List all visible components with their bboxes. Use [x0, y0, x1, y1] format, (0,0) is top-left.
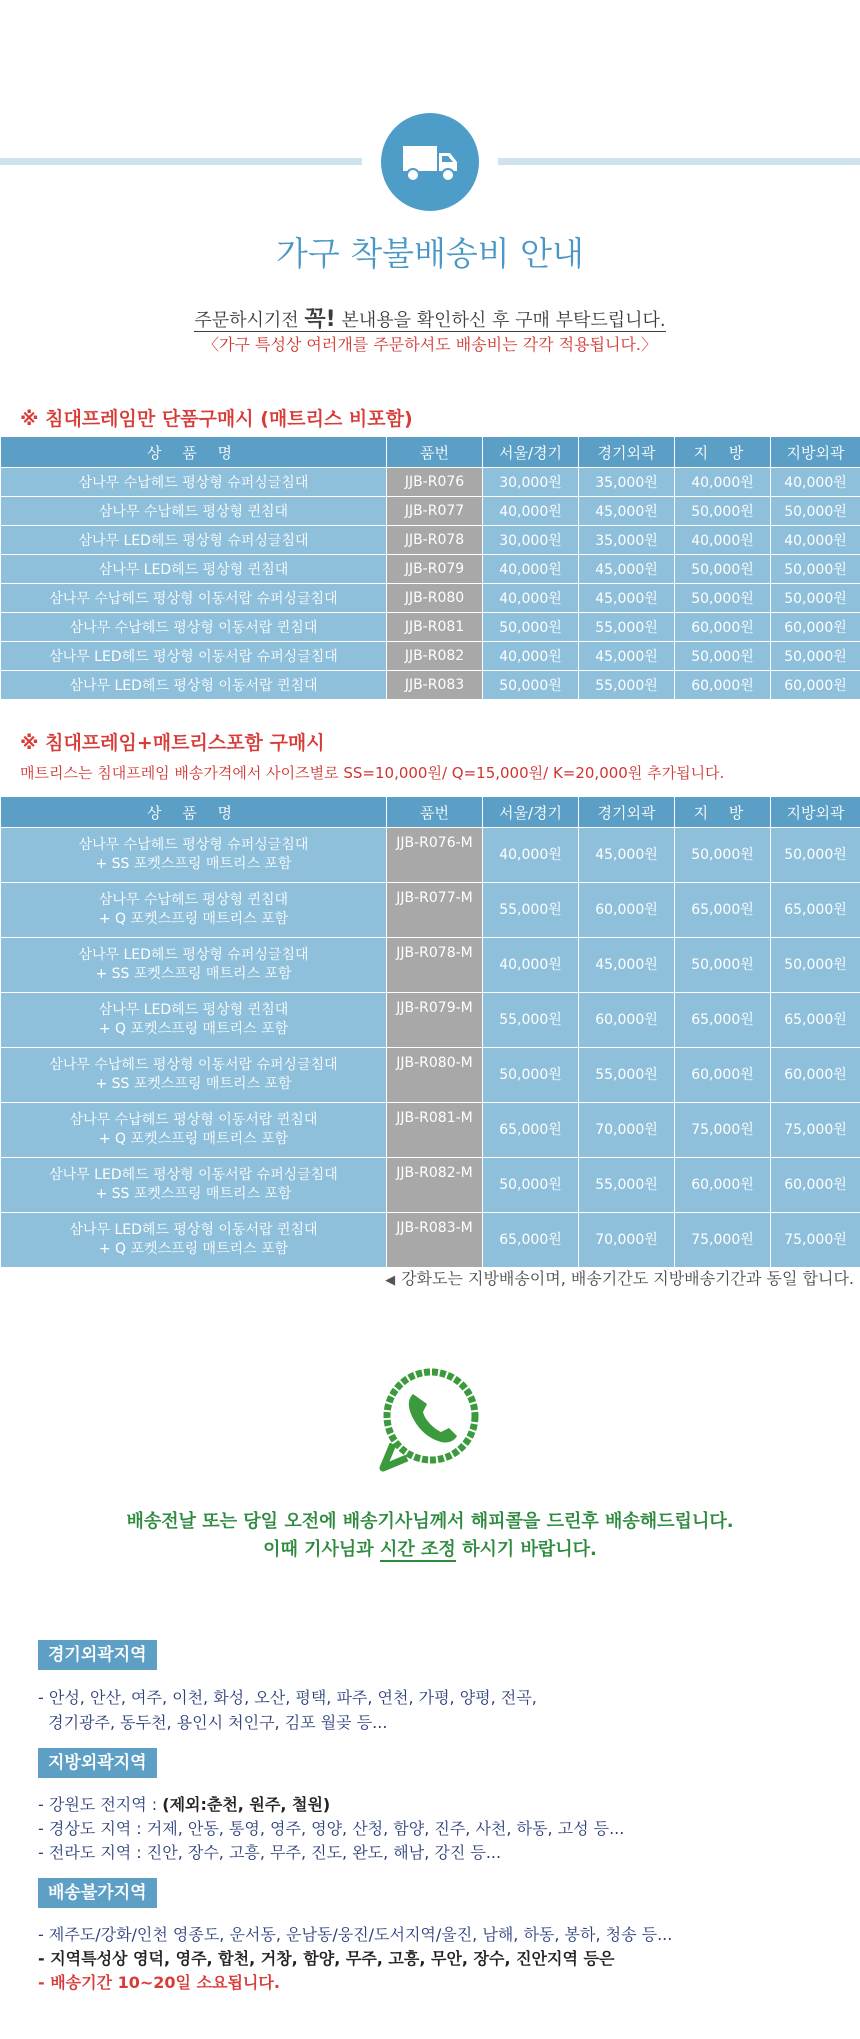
table-row: [1, 1103, 860, 1158]
table-row: [1, 1158, 860, 1213]
price-local-cell: 50,000원: [675, 584, 771, 613]
region-nodelivery-line-1: - 제주도/강화/인천 영종도, 운서동, 운남동/웅진/도서지역/울진, 남해, 하동, 봉하, 청송 등...: [38, 1925, 673, 1944]
col-local-outer: 지방외곽: [771, 437, 860, 468]
table-header-row: [1, 797, 860, 828]
price-seoul-cell: 50,000원: [483, 613, 579, 642]
product-name-cell: [1, 1048, 387, 1103]
table-row: [1, 584, 860, 613]
product-name-line-1: 삼나무 수납헤드 평상형 이동서랍 퀸침대: [69, 1112, 318, 1128]
product-name-line-1: 삼나무 수납헤드 평상형 퀸침대: [98, 892, 289, 908]
col-local: 지 방: [675, 437, 771, 468]
region-gyeonggi-line-2: 경기광주, 동두천, 용인시 처인구, 김포 월곶 등...: [38, 1713, 388, 1732]
intro-line-2: 〈가구 특성상 여러개를 주문하셔도 배송비는 각각 적용됩니다.〉: [202, 335, 657, 354]
section1-title: ※ 침대프레임만 단품구매시 (매트리스 비포함): [20, 408, 413, 430]
table-row: [1, 993, 860, 1048]
happycall-line-1: 배송전날 또는 당일 오전에 배송기사님께서 해피콜을 드린후 배송해드립니다.: [126, 1511, 734, 1532]
price-seoul-cell: 55,000원: [483, 883, 579, 938]
product-name-cell: 삼나무 수납헤드 평상형 퀸침대: [1, 497, 387, 526]
product-code-cell: JJB-R080-M: [387, 1048, 483, 1103]
product-name-line-2: + Q 포켓스프링 매트리스 포함: [98, 911, 289, 927]
price-seoul-cell: 40,000원: [483, 828, 579, 883]
price-local-cell: 75,000원: [675, 1103, 771, 1158]
table-row: [1, 555, 860, 584]
price-local-outer-cell: 50,000원: [771, 555, 860, 584]
price-local-outer-cell: 60,000원: [771, 671, 860, 700]
product-code-cell: JJB-R083-M: [387, 1213, 483, 1268]
product-name-cell: [1, 1158, 387, 1213]
table-row: [1, 1048, 860, 1103]
region-gyeonggi-line-1: - 안성, 안산, 여주, 이천, 화성, 오산, 평택, 파주, 연천, 가평, 양평, 전곡,: [38, 1688, 537, 1707]
price-seoul-cell: 65,000원: [483, 1103, 579, 1158]
table-row: [1, 1213, 860, 1268]
price-local-outer-cell: 50,000원: [771, 642, 860, 671]
left-triangle-icon: ◀: [385, 1273, 396, 1288]
product-name-cell: 삼나무 LED헤드 평상형 퀸침대: [1, 555, 387, 584]
product-name-cell: 삼나무 수납헤드 평상형 슈퍼싱글침대: [1, 468, 387, 497]
product-code-cell: JJB-R079: [387, 555, 483, 584]
col-seoul: 서울/경기: [483, 437, 579, 468]
product-name-cell: 삼나무 LED헤드 평상형 이동서랍 퀸침대: [1, 671, 387, 700]
product-code-cell: JJB-R082: [387, 642, 483, 671]
region-nodelivery-line-2: - 지역특성상 영덕, 영주, 합천, 거창, 함양, 무주, 고흥, 무안, 장수, 진안지역 등은: [38, 1949, 615, 1968]
product-code-cell: JJB-R077: [387, 497, 483, 526]
table-row: [1, 642, 860, 671]
section2-title: ※ 침대프레임+매트리스포함 구매시: [20, 732, 325, 754]
price-local-outer-cell: 75,000원: [771, 1213, 860, 1268]
product-code-cell: JJB-R076-M: [387, 828, 483, 883]
frame-mattress-price-table: [0, 796, 860, 1268]
price-local-outer-cell: 60,000원: [771, 1048, 860, 1103]
price-local-outer-cell: 50,000원: [771, 584, 860, 613]
price-seoul-cell: 40,000원: [483, 938, 579, 993]
price-seoul-cell: 50,000원: [483, 671, 579, 700]
product-code-cell: JJB-R083: [387, 671, 483, 700]
col-product: 상 품 명: [1, 797, 387, 828]
table-row: [1, 613, 860, 642]
header-rule-right: [498, 158, 860, 165]
product-code-cell: JJB-R081-M: [387, 1103, 483, 1158]
product-name-cell: [1, 938, 387, 993]
price-outer-cell: 70,000원: [579, 1213, 675, 1268]
price-local-cell: 65,000원: [675, 883, 771, 938]
col-code: 품번: [387, 797, 483, 828]
happycall-line-2: 이때 기사님과 시간 조정 하시기 바랍니다.: [263, 1539, 597, 1560]
price-seoul-cell: 65,000원: [483, 1213, 579, 1268]
price-local-cell: 50,000원: [675, 642, 771, 671]
region-nodelivery-line-3: - 배송기간 10~20일 소요됩니다.: [38, 1973, 280, 1992]
price-local-outer-cell: 60,000원: [771, 1158, 860, 1213]
product-code-cell: JJB-R079-M: [387, 993, 483, 1048]
page-title: 가구 착불배송비 안내: [276, 234, 584, 273]
price-seoul-cell: 40,000원: [483, 555, 579, 584]
price-outer-cell: 60,000원: [579, 993, 675, 1048]
product-code-cell: JJB-R078: [387, 526, 483, 555]
price-local-cell: 50,000원: [675, 555, 771, 584]
price-seoul-cell: 30,000원: [483, 526, 579, 555]
price-outer-cell: 45,000원: [579, 828, 675, 883]
price-seoul-cell: 50,000원: [483, 1158, 579, 1213]
price-local-outer-cell: 50,000원: [771, 828, 860, 883]
table-row: [1, 883, 860, 938]
price-outer-cell: 60,000원: [579, 883, 675, 938]
product-name-cell: [1, 1103, 387, 1158]
price-local-cell: 60,000원: [675, 613, 771, 642]
price-local-outer-cell: 50,000원: [771, 938, 860, 993]
truck-icon: [381, 113, 479, 211]
price-local-cell: 50,000원: [675, 828, 771, 883]
price-local-cell: 50,000원: [675, 497, 771, 526]
table-row: [1, 938, 860, 993]
product-name-line-1: 삼나무 LED헤드 평상형 슈퍼싱글침대: [78, 947, 309, 963]
section2-note: 매트리스는 침대프레임 배송가격에서 사이즈별로 SS=10,000원/ Q=15,000원/ K=20,000원 추가됩니다.: [20, 764, 725, 782]
col-product: 상 품 명: [1, 437, 387, 468]
product-name-cell: 삼나무 수납헤드 평상형 이동서랍 퀸침대: [1, 613, 387, 642]
product-name-line-2: + SS 포켓스프링 매트리스 포함: [95, 856, 292, 872]
product-code-cell: JJB-R078-M: [387, 938, 483, 993]
table-row: [1, 497, 860, 526]
header-rule-left: [0, 158, 362, 165]
price-seoul-cell: 40,000원: [483, 497, 579, 526]
price-seoul-cell: 50,000원: [483, 1048, 579, 1103]
price-local-outer-cell: 65,000원: [771, 883, 860, 938]
region-local-line-2: - 경상도 지역 : 거제, 안동, 통영, 영주, 영양, 산청, 함양, 진주, 사천, 하동, 고성 등...: [38, 1819, 625, 1838]
whatsapp-phone-icon: [371, 1360, 489, 1478]
region-local-line-1: - 강원도 전지역 : (제외:춘천, 원주, 철원): [38, 1795, 331, 1814]
price-outer-cell: 45,000원: [579, 584, 675, 613]
product-name-line-1: 삼나무 수납헤드 평상형 이동서랍 슈퍼싱글침대: [49, 1057, 338, 1073]
price-local-outer-cell: 60,000원: [771, 613, 860, 642]
table-row: [1, 671, 860, 700]
price-local-cell: 60,000원: [675, 1158, 771, 1213]
table-header-row: [1, 437, 860, 468]
price-seoul-cell: 55,000원: [483, 993, 579, 1048]
product-name-line-1: 삼나무 LED헤드 평상형 이동서랍 퀸침대: [69, 1222, 318, 1238]
intro-line-1: 주문하시기전 꼭! 본내용을 확인하신 후 구매 부탁드립니다.: [194, 307, 666, 332]
product-name-line-2: + SS 포켓스프링 매트리스 포함: [95, 1076, 292, 1092]
col-code: 품번: [387, 437, 483, 468]
gangwha-note: ◀ 강화도는 지방배송이며, 배송기간도 지방배송기간과 동일 합니다.: [385, 1269, 854, 1288]
product-name-cell: 삼나무 LED헤드 평상형 슈퍼싱글침대: [1, 526, 387, 555]
price-outer-cell: 70,000원: [579, 1103, 675, 1158]
price-outer-cell: 45,000원: [579, 642, 675, 671]
table-row: [1, 828, 860, 883]
region-badge-gyeonggi-outer: 경기외곽지역: [38, 1640, 157, 1670]
product-name-cell: [1, 993, 387, 1048]
price-local-cell: 65,000원: [675, 993, 771, 1048]
frame-only-price-table: [0, 436, 860, 700]
price-local-cell: 40,000원: [675, 526, 771, 555]
product-name-cell: 삼나무 LED헤드 평상형 이동서랍 슈퍼싱글침대: [1, 642, 387, 671]
price-seoul-cell: 40,000원: [483, 584, 579, 613]
product-code-cell: JJB-R081: [387, 613, 483, 642]
product-name-line-2: + SS 포켓스프링 매트리스 포함: [95, 966, 292, 982]
price-outer-cell: 35,000원: [579, 526, 675, 555]
product-code-cell: JJB-R080: [387, 584, 483, 613]
price-seoul-cell: 30,000원: [483, 468, 579, 497]
price-outer-cell: 55,000원: [579, 1158, 675, 1213]
region-badge-no-delivery: 배송불가지역: [38, 1878, 157, 1908]
product-name-line-2: + Q 포켓스프링 매트리스 포함: [98, 1241, 289, 1257]
product-name-line-2: + SS 포켓스프링 매트리스 포함: [95, 1186, 292, 1202]
product-name-line-1: 삼나무 LED헤드 평상형 이동서랍 슈퍼싱글침대: [49, 1167, 338, 1183]
price-outer-cell: 55,000원: [579, 1048, 675, 1103]
col-seoul: 서울/경기: [483, 797, 579, 828]
region-badge-local-outer: 지방외곽지역: [38, 1748, 157, 1778]
price-local-outer-cell: 50,000원: [771, 497, 860, 526]
price-local-outer-cell: 40,000원: [771, 526, 860, 555]
product-name-cell: [1, 883, 387, 938]
price-outer-cell: 55,000원: [579, 671, 675, 700]
product-name-cell: 삼나무 수납헤드 평상형 이동서랍 슈퍼싱글침대: [1, 584, 387, 613]
product-name-cell: [1, 1213, 387, 1268]
price-local-cell: 40,000원: [675, 468, 771, 497]
product-name-cell: [1, 828, 387, 883]
product-code-cell: JJB-R077-M: [387, 883, 483, 938]
price-outer-cell: 45,000원: [579, 555, 675, 584]
col-local-outer: 지방외곽: [771, 797, 860, 828]
price-outer-cell: 55,000원: [579, 613, 675, 642]
table-row: [1, 526, 860, 555]
price-local-cell: 50,000원: [675, 938, 771, 993]
product-name-line-1: 삼나무 수납헤드 평상형 슈퍼싱글침대: [78, 837, 309, 853]
product-name-line-2: + Q 포켓스프링 매트리스 포함: [98, 1131, 289, 1147]
col-local: 지 방: [675, 797, 771, 828]
product-code-cell: JJB-R082-M: [387, 1158, 483, 1213]
table-row: [1, 468, 860, 497]
price-local-cell: 75,000원: [675, 1213, 771, 1268]
price-local-outer-cell: 40,000원: [771, 468, 860, 497]
price-outer-cell: 45,000원: [579, 497, 675, 526]
price-seoul-cell: 40,000원: [483, 642, 579, 671]
price-local-cell: 60,000원: [675, 671, 771, 700]
price-local-cell: 60,000원: [675, 1048, 771, 1103]
product-code-cell: JJB-R076: [387, 468, 483, 497]
price-local-outer-cell: 75,000원: [771, 1103, 860, 1158]
price-outer-cell: 35,000원: [579, 468, 675, 497]
price-local-outer-cell: 65,000원: [771, 993, 860, 1048]
region-local-line-3: - 전라도 지역 : 진안, 장수, 고흥, 무주, 진도, 완도, 해남, 강진 등...: [38, 1843, 502, 1862]
product-name-line-1: 삼나무 LED헤드 평상형 퀸침대: [98, 1002, 289, 1018]
product-name-line-2: + Q 포켓스프링 매트리스 포함: [98, 1021, 289, 1037]
price-outer-cell: 45,000원: [579, 938, 675, 993]
col-outer: 경기외곽: [579, 797, 675, 828]
col-outer: 경기외곽: [579, 437, 675, 468]
